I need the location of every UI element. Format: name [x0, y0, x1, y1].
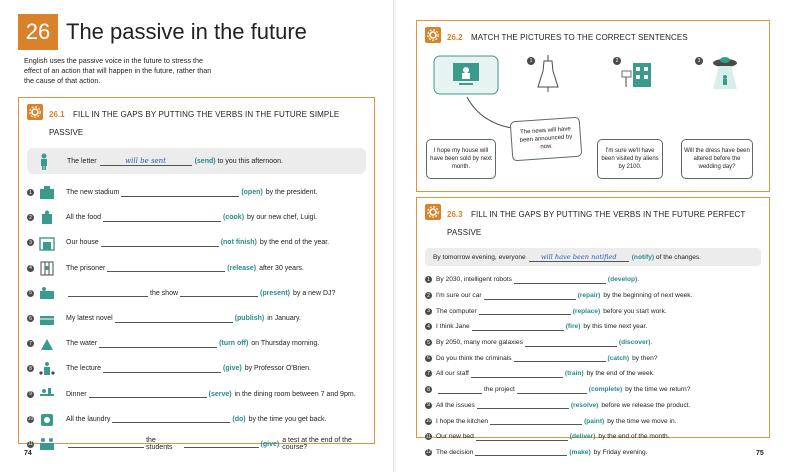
answer-blank[interactable]: [477, 401, 569, 409]
exercise-item: [19, 205, 374, 230]
item-verb: (present): [260, 289, 290, 297]
answer-blank[interactable]: [89, 390, 207, 398]
answer-blank[interactable]: [121, 189, 239, 197]
item-verb: (resolve): [570, 401, 599, 409]
item-text-before: Do you think the criminals: [436, 354, 512, 362]
answer-blank[interactable]: [514, 276, 606, 284]
item-text-before: I'm sure our car: [436, 292, 482, 300]
item-text-after: a test at the end of the course?: [282, 437, 352, 452]
answer-blank[interactable]: [180, 289, 258, 297]
item-number: 8: [27, 365, 34, 372]
answer-blank[interactable]: [112, 415, 230, 423]
left-page: [0, 0, 394, 472]
right-page: [396, 0, 790, 472]
item-text-after: by the end of the month.: [598, 433, 670, 441]
example-answer: will have been notified: [529, 253, 629, 262]
exercise-items: [19, 180, 374, 457]
tv-news-picture: [433, 55, 499, 95]
item-text-before: My latest novel: [66, 315, 113, 323]
exercise-item: [417, 272, 769, 288]
dress-picture: [535, 53, 561, 93]
example-answer: will be sent: [100, 157, 192, 166]
item-text-after: in January.: [267, 315, 301, 323]
unit-header: [18, 14, 307, 50]
answer-blank[interactable]: [476, 433, 568, 441]
item-number: 8: [425, 386, 432, 393]
answer-blank[interactable]: [99, 340, 217, 348]
item-text-middle: the show: [150, 289, 179, 297]
answer-blank[interactable]: [471, 370, 563, 378]
exercise-item: [417, 429, 769, 445]
item-text-after: .: [637, 276, 640, 284]
item-number: 3: [425, 308, 432, 315]
sentence-card: Will the dress have been altered before the wedding day?: [681, 139, 753, 179]
item-picture-icon: [38, 210, 56, 226]
item-number: 2: [27, 214, 34, 221]
item-text-middle: the project: [484, 386, 515, 394]
item-text-before: I think Jane: [436, 323, 470, 331]
item-verb: (do): [232, 415, 246, 423]
answer-blank[interactable]: [184, 440, 258, 448]
exercise-items: [417, 272, 769, 460]
answer-blank[interactable]: [514, 354, 606, 362]
item-number: 3: [27, 239, 34, 246]
answer-blank[interactable]: [479, 307, 571, 315]
item-picture-icon: [38, 336, 56, 352]
exercise-item: [417, 288, 769, 304]
item-picture-icon: [38, 361, 56, 377]
item-text-after: by the end of the year.: [259, 239, 330, 247]
exercise-26-1: [18, 97, 375, 452]
answer-blank[interactable]: [103, 214, 221, 222]
item-text-after: after 30 years.: [259, 264, 304, 272]
item-number: 7: [27, 340, 34, 347]
item-text-after: by the end of the week.: [586, 370, 655, 378]
gear-icon: [27, 104, 43, 120]
item-text-after: in the dining room between 7 and 9pm.: [234, 390, 356, 398]
exercise-item: [19, 256, 374, 281]
exercise-item: [417, 398, 769, 414]
item-text-after: by our new chef, Luigi.: [247, 214, 318, 222]
item-verb: (train): [564, 370, 584, 378]
exercise-item: [417, 366, 769, 382]
item-verb: (turn off): [219, 340, 249, 348]
item-text-before: All the food: [66, 214, 102, 222]
intro-text: English uses the passive voice in the future to stress the effect of an action that will happen in the future, rather than the cause of that action.: [24, 56, 212, 86]
item-verb: (give): [260, 440, 280, 448]
sentence-card: I hope my house will have been sold by next month.: [426, 139, 496, 179]
item-text-before: Dinner: [66, 390, 87, 398]
item-text-after: before we release the product.: [601, 401, 691, 409]
exercise-header: [417, 198, 769, 244]
exercise-item: [417, 319, 769, 335]
answer-blank[interactable]: [68, 289, 148, 297]
exercise-26-2: [416, 20, 770, 192]
item-text-after: by then?: [632, 354, 658, 362]
picture-number-3: 3: [695, 57, 703, 65]
item-text-before: The new stadium: [66, 189, 120, 197]
answer-blank[interactable]: [68, 440, 144, 448]
exercise-item: [417, 350, 769, 366]
exercise-item: [19, 407, 374, 432]
example-before: By tomorrow evening, everyone: [433, 253, 526, 261]
item-number: 4: [425, 323, 432, 330]
sentence-card: I'm sure we'll have been visited by aliens by 2100.: [597, 139, 663, 179]
item-picture-icon: [38, 285, 56, 301]
item-verb: (give): [223, 365, 242, 373]
item-text-middle: the students: [146, 437, 173, 452]
item-verb: (catch): [607, 354, 630, 362]
example-before: The letter: [67, 157, 97, 165]
answer-blank[interactable]: [484, 292, 576, 300]
item-number: 9: [425, 402, 432, 409]
gear-icon: [425, 204, 441, 220]
exercise-title: MATCH THE PICTURES TO THE CORRECT SENTENCES: [471, 33, 688, 42]
exercise-item: [417, 335, 769, 351]
item-picture-icon: [38, 411, 56, 427]
item-text-after: by the time we return?: [625, 386, 691, 394]
item-text-before: I hope the kitchen: [436, 417, 489, 425]
example-after: to you this afternoon.: [217, 157, 283, 165]
exercise-item: [417, 413, 769, 429]
item-text-before: By 2030, intelligent robots: [436, 276, 512, 284]
item-verb: (fire): [565, 323, 581, 331]
exercise-number: 26.3: [447, 210, 463, 219]
item-text-before: All the laundry: [66, 415, 111, 423]
item-text-before: The lecture: [66, 365, 102, 373]
item-text-after: by Friday evening.: [593, 448, 648, 456]
item-picture-icon: [38, 260, 56, 276]
exercise-title: FILL IN THE GAPS BY PUTTING THE VERBS IN THE FUTURE PERFECT PASSIVE: [447, 210, 746, 237]
item-text-before: The computer: [436, 307, 477, 315]
exercise-item: [19, 432, 374, 457]
item-text-before: Our new bed: [436, 433, 474, 441]
sentence-card: The news will have been announced by now.: [510, 117, 583, 162]
item-text-after: on Thursday morning.: [251, 340, 320, 348]
item-number: 7: [425, 370, 432, 377]
item-text-before: The decision: [436, 448, 474, 456]
item-number: 6: [425, 355, 432, 362]
item-text-before: The water: [66, 340, 98, 348]
item-text-before: The prisoner: [66, 264, 106, 272]
item-picture-icon: [38, 311, 56, 327]
exercise-item: [19, 306, 374, 331]
item-picture-icon: [38, 185, 56, 201]
item-verb: (paint): [584, 417, 605, 425]
item-text-after: before you start work.: [603, 307, 667, 315]
example-row: [27, 148, 366, 174]
exercise-item: [417, 382, 769, 398]
answer-blank[interactable]: [525, 339, 617, 347]
exercise-header: [417, 21, 769, 49]
item-number: 4: [27, 265, 34, 272]
item-number: 1: [425, 276, 432, 283]
item-verb: (publish): [234, 315, 265, 323]
exercise-item: [19, 356, 374, 381]
answer-blank[interactable]: [472, 323, 564, 331]
example-row: [425, 248, 761, 266]
item-verb: (cook): [223, 214, 245, 222]
exercise-item: [417, 445, 769, 461]
example-verb: (notify): [631, 253, 655, 261]
answer-blank[interactable]: [438, 386, 482, 394]
exercise-item: [19, 230, 374, 255]
item-text-before: All the issues: [436, 401, 475, 409]
answer-blank[interactable]: [101, 239, 219, 247]
item-number: 11: [27, 441, 34, 448]
picture-number-1: 1: [527, 57, 535, 65]
item-verb: (release): [227, 264, 257, 272]
unit-number: 26: [18, 14, 58, 50]
answer-blank[interactable]: [107, 264, 225, 272]
exercise-item: [19, 180, 374, 205]
item-verb: (discover): [618, 339, 651, 347]
answer-blank[interactable]: [103, 365, 221, 373]
item-text-after: by the president.: [265, 189, 318, 197]
exercise-title: FILL IN THE GAPS BY PUTTING THE VERBS IN THE FUTURE SIMPLE PASSIVE: [49, 110, 340, 137]
item-number: 5: [27, 290, 34, 297]
page-number: 74: [24, 450, 32, 457]
item-text-after: by the beginning of next week.: [603, 292, 693, 300]
item-picture-icon: [38, 436, 56, 452]
item-verb: (replace): [572, 307, 601, 315]
item-text-after: by this time next year.: [583, 323, 648, 331]
picture-number-2: 2: [613, 57, 621, 65]
answer-blank[interactable]: [115, 315, 233, 323]
item-number: 10: [425, 418, 432, 425]
item-verb: (serve): [208, 390, 232, 398]
item-number: 12: [425, 449, 432, 456]
item-verb: (make): [569, 448, 591, 456]
example-after: of the changes.: [655, 253, 702, 261]
exercise-item: [417, 303, 769, 319]
exercise-header: [19, 98, 374, 144]
answer-blank[interactable]: [490, 417, 582, 425]
item-verb: (repair): [577, 292, 601, 300]
example-verb: (send): [194, 157, 216, 165]
answer-blank[interactable]: [475, 448, 567, 456]
item-verb: (not finish): [220, 239, 257, 247]
ufo-picture: [707, 55, 743, 91]
item-verb: (develop): [607, 276, 638, 284]
postman-icon: [35, 152, 53, 170]
exercise-item: [19, 382, 374, 407]
item-text-before: Our house: [66, 239, 99, 247]
item-number: 11: [425, 433, 432, 440]
item-number: 1: [27, 189, 34, 196]
exercise-number: 26.2: [447, 33, 463, 42]
item-text-after: .: [650, 339, 653, 347]
exercise-item: [19, 281, 374, 306]
item-text-after: by Professor O'Brien.: [244, 365, 312, 373]
item-text-before: All our staff: [436, 370, 469, 378]
exercise-number: 26.1: [49, 110, 65, 119]
item-number: 2: [425, 292, 432, 299]
item-text-after: by the time we move in.: [607, 417, 677, 425]
item-text-before: By 2050, many more galaxies: [436, 339, 523, 347]
item-text-after: by the time you get back.: [248, 415, 327, 423]
item-number: 9: [27, 391, 34, 398]
house-for-sale-picture: [621, 55, 655, 91]
answer-blank[interactable]: [517, 386, 587, 394]
gear-icon: [425, 27, 441, 43]
item-verb: (complete): [588, 386, 623, 394]
page-number: 75: [756, 450, 764, 457]
item-number: 5: [425, 339, 432, 346]
item-number: 10: [27, 416, 34, 423]
item-verb: (deliver): [569, 433, 596, 441]
item-picture-icon: [38, 235, 56, 251]
unit-title: The passive in the future: [66, 19, 307, 44]
item-picture-icon: [38, 386, 56, 402]
item-text-after: by a new DJ?: [292, 289, 336, 297]
exercise-item: [19, 331, 374, 356]
item-verb: (open): [241, 189, 263, 197]
item-number: 6: [27, 315, 34, 322]
